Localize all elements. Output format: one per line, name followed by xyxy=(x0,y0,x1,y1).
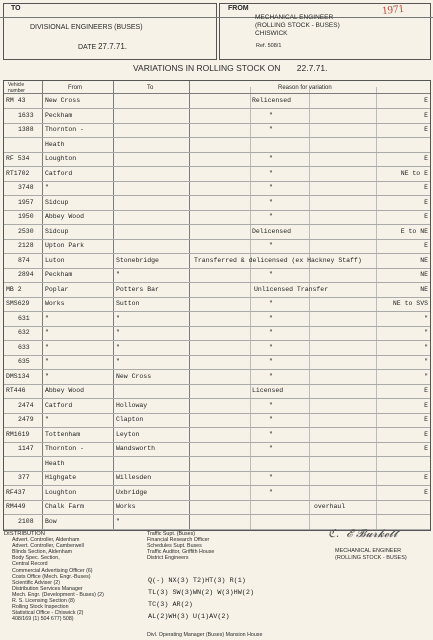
cell-reason: " xyxy=(269,126,273,133)
cell-reason: " xyxy=(269,198,273,206)
distribution-item: 408/169 (1) 504 677) 508) xyxy=(12,616,74,623)
table-row xyxy=(4,123,430,138)
cell-code: NE xyxy=(420,256,428,264)
cell-vehicle: 874 xyxy=(18,256,30,264)
cell-reason: " xyxy=(269,401,273,409)
table-row xyxy=(4,297,430,312)
table-row xyxy=(4,413,430,428)
table-row xyxy=(4,210,430,225)
table-row xyxy=(4,326,430,341)
distribution-item: Central Record xyxy=(12,561,48,568)
cell-code: " xyxy=(424,372,428,380)
from-sender: MECHANICAL ENGINEER (ROLLING STOCK - BUSES) CHISWICK xyxy=(255,14,340,37)
distribution-item: R. S. Licensing Section (8) xyxy=(12,598,75,605)
cell-code: E xyxy=(424,488,428,496)
variations-table xyxy=(3,80,431,531)
cell-code: E to NE xyxy=(400,227,428,235)
table-row xyxy=(4,384,430,399)
cell-vehicle: 1633 xyxy=(18,111,34,119)
signature: ℭ. 𝓔 𝓑𝓾𝓻𝓴𝓮𝓽𝓽 xyxy=(328,527,398,540)
cell-to: Clapton xyxy=(116,416,144,423)
cell-from: Heath xyxy=(45,140,65,148)
cell-to: Holloway xyxy=(116,401,148,409)
table-row xyxy=(4,341,430,356)
distribution-item: Traffic Supt. (Buses) xyxy=(147,531,195,537)
cell-code: NE xyxy=(420,285,428,293)
copy-count-line: TL(3) SW(3)WN(2) W(3)HW(2) xyxy=(148,589,255,597)
cell-reason: " xyxy=(269,271,273,278)
cell-code: E xyxy=(424,111,428,119)
distribution-item: Body Spec. Section, xyxy=(12,555,60,562)
copy-counts xyxy=(148,575,254,623)
signatory-title: MECHANICAL ENGINEER (ROLLING STOCK - BUSES) xyxy=(335,548,407,561)
cell-reason: " xyxy=(269,213,273,220)
cell-code: E xyxy=(424,155,428,162)
cell-code: NE to SVS xyxy=(392,300,428,307)
document-title: VARIATIONS IN ROLLING STOCK ON 22.7.71. xyxy=(133,63,328,73)
cell-vehicle: 2128 xyxy=(18,242,34,249)
cell-vehicle: 377 xyxy=(18,474,30,481)
cell-to: Uxbridge xyxy=(116,488,148,496)
distribution-item: Costs Office (Mech. Engr.-Buses) xyxy=(12,573,91,580)
cell-to: " xyxy=(116,343,120,351)
distribution-item: Traffic Auditor, Griffith House xyxy=(147,549,215,556)
cell-reason: " xyxy=(269,300,273,307)
cell-from: Works xyxy=(45,300,65,307)
cell-to: " xyxy=(116,517,120,525)
table-row xyxy=(4,225,430,240)
cell-reason: Transferred & delicensed (ex Hackney Staff) xyxy=(194,256,362,264)
cell-vehicle: DMS134 xyxy=(6,372,30,380)
cell-to: New Cross xyxy=(116,372,152,380)
cell-reason: overhaul xyxy=(314,503,346,510)
cell-reason: " xyxy=(269,242,273,249)
to-label: TO xyxy=(11,5,21,12)
distribution-item: District Engineers xyxy=(147,555,189,562)
cell-from: Luton xyxy=(45,256,65,264)
cell-vehicle: 631 xyxy=(18,314,30,322)
col-header-reason: Reason for variation xyxy=(278,85,332,91)
cell-to: " xyxy=(116,314,120,322)
table-row xyxy=(4,167,430,182)
cell-from: " xyxy=(45,184,49,191)
cell-reason: " xyxy=(269,343,273,351)
cell-from: " xyxy=(45,329,49,336)
table-row xyxy=(4,355,430,370)
cell-vehicle: RF 534 xyxy=(6,155,30,162)
cell-code: E xyxy=(424,198,428,206)
cell-from: New Cross xyxy=(45,97,81,104)
cell-vehicle: RM1619 xyxy=(6,430,30,438)
cell-from: Thornton - xyxy=(45,126,85,133)
table-row xyxy=(4,181,430,196)
cell-reason: " xyxy=(269,358,273,365)
cell-from: Tottenham xyxy=(45,430,81,438)
cell-from: " xyxy=(45,358,49,365)
cell-from: Peckham xyxy=(45,111,73,119)
distribution-item: Advert. Controller, Aldenham xyxy=(12,537,80,544)
cell-vehicle: 2894 xyxy=(18,271,34,278)
cell-to: Wandsworth xyxy=(116,445,156,452)
from-label: FROM xyxy=(228,5,249,12)
distribution-item: Rolling Stock Inspection xyxy=(12,604,69,611)
cell-from: Sidcup xyxy=(45,227,69,235)
table-row xyxy=(4,109,430,124)
table-row xyxy=(4,312,430,327)
cell-to: Works xyxy=(116,503,136,510)
distribution-item: Commercial Advertising Officer (6) xyxy=(12,567,93,574)
cell-from: Highgate xyxy=(45,474,77,481)
date-line: DATE 27.7.71. xyxy=(78,42,128,51)
table-row xyxy=(4,138,430,153)
cell-code: E xyxy=(424,474,428,481)
date-stamp: 1971 xyxy=(381,2,405,18)
cell-vehicle: RF437 xyxy=(6,488,26,496)
distribution-item: Advert. Controller, Camberwell xyxy=(12,543,84,550)
cell-to: Willesden xyxy=(116,474,152,481)
cell-from: Loughton xyxy=(45,155,77,162)
cell-from: Poplar xyxy=(45,285,69,293)
cell-vehicle: 632 xyxy=(18,329,30,336)
cell-reason: Delicensed xyxy=(252,227,292,235)
cell-vehicle: 633 xyxy=(18,343,30,351)
table-row xyxy=(4,370,430,385)
col-header-vehicle: Vehicle number xyxy=(8,82,25,94)
cell-code: " xyxy=(424,358,428,365)
cell-from: Abbey Wood xyxy=(45,387,85,394)
cell-from: " xyxy=(45,314,49,322)
copy-count-line: AL(2)WH(3) U(1)AV(2) xyxy=(148,613,230,621)
cell-vehicle: 2479 xyxy=(18,416,34,423)
cell-from: Bow xyxy=(45,517,57,525)
cell-reason: " xyxy=(269,111,273,119)
distribution-item: Financial Research Officer xyxy=(147,537,210,544)
table-row xyxy=(4,500,430,515)
cell-vehicle: 1388 xyxy=(18,126,34,133)
distribution-item: Statistical Office - Chiswick (2) xyxy=(12,610,84,617)
cell-from: Catford xyxy=(45,169,73,177)
cell-reason: " xyxy=(269,155,273,162)
cell-from: " xyxy=(45,372,49,380)
cell-reason: " xyxy=(269,372,273,380)
cell-reason: Licensed xyxy=(252,387,284,394)
cell-vehicle: 2530 xyxy=(18,227,34,235)
distribution-list-right xyxy=(147,531,214,561)
cell-vehicle: RT446 xyxy=(6,387,26,394)
cell-code: NE xyxy=(420,271,428,278)
distribution-item: Blinds Section, Aldenham xyxy=(12,549,73,556)
distribution-item: Scientific Adviser (2) xyxy=(12,579,60,586)
cell-code: NE to E xyxy=(400,169,428,177)
cell-reason: " xyxy=(269,474,273,481)
cell-code: E xyxy=(424,416,428,423)
to-recipient: DIVISIONAL ENGINEERS (BUSES) xyxy=(30,24,143,31)
cell-from: " xyxy=(45,416,49,423)
cell-code: E xyxy=(424,445,428,452)
cell-to: Leyton xyxy=(116,430,140,438)
col-header-to: To xyxy=(147,85,154,91)
table-row xyxy=(4,428,430,443)
table-row xyxy=(4,94,430,109)
cell-code: E xyxy=(424,97,428,104)
cell-vehicle: 2108 xyxy=(18,517,34,525)
cell-from: Loughton xyxy=(45,488,77,496)
table-row xyxy=(4,196,430,211)
cell-code: " xyxy=(424,314,428,322)
cell-vehicle: MB 2 xyxy=(6,285,22,293)
cell-vehicle: 1950 xyxy=(18,213,34,220)
cell-code: E xyxy=(424,242,428,249)
cell-vehicle: 1957 xyxy=(18,198,34,206)
cell-reason: " xyxy=(269,314,273,322)
distribution-footer: Divl. Operating Manager (Buses) Mansion House xyxy=(147,632,263,638)
cell-from: Chalk Farm xyxy=(45,503,85,510)
header-divider xyxy=(0,17,433,18)
cell-code: E xyxy=(424,184,428,191)
table-row xyxy=(4,239,430,254)
cell-to: Stonebridge xyxy=(116,256,159,264)
cell-vehicle: RM 43 xyxy=(6,97,26,104)
cell-reason: Relicensed xyxy=(252,97,292,104)
copy-count-line: Q(-) NX(3) T2)HT(3) R(1) xyxy=(148,577,246,585)
cell-from: Heath xyxy=(45,459,65,467)
cell-reason: " xyxy=(269,445,273,452)
table-row xyxy=(4,442,430,457)
cell-from: " xyxy=(45,343,49,351)
cell-reason: Unlicensed Transfer xyxy=(254,285,329,293)
to-box xyxy=(3,3,217,60)
cell-reason: " xyxy=(269,430,273,438)
cell-code: " xyxy=(424,343,428,351)
cell-reason: " xyxy=(269,416,273,423)
cell-to: Sutton xyxy=(116,300,140,307)
table-row xyxy=(4,283,430,298)
cell-to: Potters Bar xyxy=(116,285,159,293)
cell-vehicle: 635 xyxy=(18,358,30,365)
cell-from: Sidcup xyxy=(45,198,69,206)
cell-from: Abbey Wood xyxy=(45,213,85,220)
cell-code: E xyxy=(424,126,428,133)
cell-from: Thornton - xyxy=(45,445,85,452)
cell-reason: " xyxy=(269,488,273,496)
cell-vehicle: RT1702 xyxy=(6,169,30,177)
distribution-item: Mech. Engr. (Development - Buses) (2) xyxy=(12,591,104,598)
cell-code: E xyxy=(424,387,428,394)
cell-from: Peckham xyxy=(45,271,73,278)
cell-vehicle: RM449 xyxy=(6,503,26,510)
col-header-from: From xyxy=(68,85,82,91)
cell-from: Catford xyxy=(45,401,73,409)
reference: Ref. 508/1 xyxy=(256,43,282,49)
copy-count-line: TC(3) AR(2) xyxy=(148,601,193,609)
cell-to: " xyxy=(116,358,120,365)
cell-code: E xyxy=(424,401,428,409)
distribution-item: Distribution Services Manager xyxy=(12,585,83,592)
table-row xyxy=(4,254,430,269)
cell-code: " xyxy=(424,329,428,336)
distribution-list-left: DISTRIBUTION Advert. Controller, Aldenham Advert. Controller, Camberwell Blinds Section, Aldenham Body Spec. Section, Central Record Commercial Advertising Officer (6) Costs Office (Mech. Engr.-Buses) Scientific Adviser (2) Distribution Services Manager Mech. Engr. (Development - Buses) (2) R. S. Licensing Section (8) Rolling Stock Inspection Statistical Office - Chiswick (2) 408/169 (1) 504 677) 508) xyxy=(4,531,104,623)
cell-to: " xyxy=(116,271,120,278)
cell-code: E xyxy=(424,213,428,220)
cell-from: Upton Park xyxy=(45,242,85,249)
table-row xyxy=(4,471,430,486)
table-row xyxy=(4,486,430,501)
cell-code: E xyxy=(424,430,428,438)
table-row xyxy=(4,268,430,283)
cell-vehicle: 2474 xyxy=(18,401,34,409)
cell-vehicle: SMS629 xyxy=(6,300,30,307)
table-row xyxy=(4,457,430,472)
cell-reason: " xyxy=(269,329,273,336)
cell-vehicle: 3748 xyxy=(18,184,34,191)
table-row xyxy=(4,399,430,414)
distribution-item: Schedules Supt. Buses xyxy=(147,543,202,550)
cell-reason: " xyxy=(269,169,273,177)
cell-reason: " xyxy=(269,184,273,191)
cell-vehicle: 1147 xyxy=(18,445,34,452)
cell-to: " xyxy=(116,329,120,336)
table-row xyxy=(4,152,430,167)
